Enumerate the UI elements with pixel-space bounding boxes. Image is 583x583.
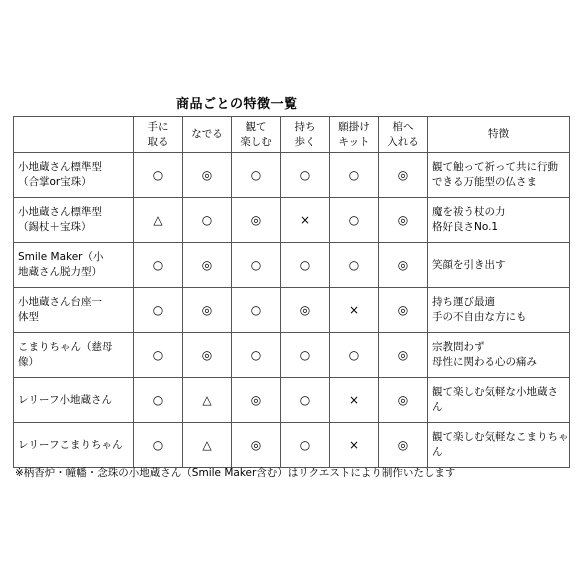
- rating-cell: ◎: [379, 333, 428, 378]
- feature-text: 格好良さNo.1: [432, 221, 499, 233]
- rating-cell: ○: [134, 288, 183, 333]
- feature-text: 母性に関わる心の痛み: [432, 356, 537, 368]
- rating-cell: ◎: [232, 198, 281, 243]
- rating-cell: ○: [232, 288, 281, 333]
- rating-cell: △: [134, 198, 183, 243]
- product-name-cell: [14, 378, 134, 423]
- header-text: 入れる: [387, 135, 419, 148]
- product-name-text: 小地蔵さん標準型: [18, 161, 102, 173]
- table-row: [14, 243, 570, 288]
- rating-cell: ○: [281, 243, 330, 288]
- product-name-text: 地蔵さん脱力型）: [18, 266, 102, 278]
- table-row: [14, 423, 570, 468]
- header-text: キット: [338, 135, 370, 148]
- product-name-cell: [14, 423, 134, 468]
- header-cell-stroke: [183, 117, 232, 153]
- feature-text: できる万能型の仏さま: [432, 176, 537, 188]
- rating-cell: ○: [330, 153, 379, 198]
- rating-cell: ○: [134, 243, 183, 288]
- rating-cell: ×: [330, 423, 379, 468]
- feature-text: 手の不自由な方にも: [432, 311, 527, 323]
- header-text: 観て: [245, 120, 267, 133]
- header-text: 願掛け: [338, 120, 370, 133]
- product-name-text: 小地蔵さん台座一: [18, 296, 102, 308]
- product-name-cell: [14, 153, 134, 198]
- table-row: [14, 288, 570, 333]
- product-name-cell: [14, 243, 134, 288]
- product-name-text: 小地蔵さん標準型: [18, 206, 102, 218]
- rating-cell: ○: [330, 243, 379, 288]
- product-name-text: レリーフこまりちゃん: [18, 438, 123, 451]
- feature-cell: [428, 378, 570, 423]
- product-name-cell: [14, 288, 134, 333]
- feature-text: 観て楽しむ気軽な小地蔵さ: [432, 386, 558, 398]
- rating-cell: ○: [134, 153, 183, 198]
- rating-cell: ◎: [379, 153, 428, 198]
- header-cell-blank: [14, 117, 134, 153]
- product-name-text: （合掌or宝珠）: [18, 176, 92, 188]
- feature-text: 宗教問わず: [432, 341, 485, 353]
- header-text: 持ち: [294, 120, 316, 133]
- header-row: [14, 117, 570, 153]
- rating-cell: △: [183, 378, 232, 423]
- product-name-text: （錫杖＋宝珠）: [18, 221, 92, 233]
- header-cell-view: [232, 117, 281, 153]
- rating-cell: ◎: [183, 243, 232, 288]
- rating-cell: ○: [183, 198, 232, 243]
- product-name-text: こまりちゃん（慈母: [18, 341, 113, 353]
- feature-cell: [428, 153, 570, 198]
- product-name-text: Smile Maker（小: [18, 251, 104, 263]
- rating-cell: ◎: [232, 378, 281, 423]
- rating-cell: ◎: [183, 153, 232, 198]
- table-row: [14, 198, 570, 243]
- rating-cell: ×: [281, 198, 330, 243]
- rating-cell: ○: [232, 153, 281, 198]
- feature-text: 笑顔を引き出す: [432, 258, 506, 271]
- rating-cell: ◎: [379, 243, 428, 288]
- header-text: 取る: [147, 135, 169, 148]
- feature-text: 観て触って祈って共に行動: [432, 161, 558, 173]
- header-text: 棺へ: [392, 120, 414, 133]
- rating-cell: ○: [232, 333, 281, 378]
- table-row: [14, 333, 570, 378]
- rating-cell: ◎: [379, 378, 428, 423]
- product-name-text: レリーフ小地蔵さん: [18, 393, 112, 406]
- feature-text: ん: [432, 401, 443, 413]
- rating-cell: ○: [330, 198, 379, 243]
- feature-cell: [428, 198, 570, 243]
- feature-cell: [428, 333, 570, 378]
- product-name-text: 体型: [18, 311, 39, 323]
- rating-cell: ×: [330, 288, 379, 333]
- rating-cell: ○: [281, 153, 330, 198]
- product-name-cell: [14, 198, 134, 243]
- rating-cell: ○: [134, 378, 183, 423]
- table-row: [14, 378, 570, 423]
- rating-cell: ◎: [232, 423, 281, 468]
- rating-cell: ◎: [183, 288, 232, 333]
- header-cell-feature: [428, 117, 570, 153]
- rating-cell: ○: [281, 333, 330, 378]
- rating-cell: ×: [330, 378, 379, 423]
- rating-cell: ◎: [183, 333, 232, 378]
- rating-cell: △: [183, 423, 232, 468]
- header-cell-coffin: [379, 117, 428, 153]
- rating-cell: ◎: [281, 288, 330, 333]
- header-text: 歩く: [294, 135, 316, 148]
- header-text: 特徴: [488, 128, 509, 140]
- feature-text: 観て楽しむ気軽なこまりちゃ: [432, 431, 569, 443]
- feature-text: 魔を祓う杖の力: [432, 206, 506, 218]
- rating-cell: ◎: [379, 198, 428, 243]
- table-row: [14, 153, 570, 198]
- rating-cell: ◎: [379, 423, 428, 468]
- header-cell-hold: [134, 117, 183, 153]
- rating-cell: ○: [134, 423, 183, 468]
- header-text: 手に: [147, 120, 169, 133]
- footnote: ※柄香炉・幢幡・念珠の小地蔵さん（Smile Maker含む）はリクエストにより制作いたします: [15, 467, 456, 479]
- table-title: 商品ごとの特徴一覧: [176, 97, 298, 112]
- header-text: 楽しむ: [240, 135, 272, 148]
- rating-cell: ○: [232, 243, 281, 288]
- product-name-text: 像）: [18, 356, 39, 368]
- rating-cell: ○: [330, 333, 379, 378]
- feature-cell: [428, 288, 570, 333]
- feature-cell: [428, 423, 570, 468]
- feature-table: [13, 116, 570, 468]
- feature-cell: [428, 243, 570, 288]
- feature-text: ん: [432, 446, 443, 458]
- rating-cell: ○: [134, 333, 183, 378]
- rating-cell: ○: [281, 423, 330, 468]
- rating-cell: ◎: [379, 288, 428, 333]
- feature-text: 持ち運び最適: [432, 296, 495, 308]
- product-name-cell: [14, 333, 134, 378]
- header-cell-carry: [281, 117, 330, 153]
- header-cell-wish-kit: [330, 117, 379, 153]
- rating-cell: ○: [281, 378, 330, 423]
- header-text: なでる: [191, 128, 223, 140]
